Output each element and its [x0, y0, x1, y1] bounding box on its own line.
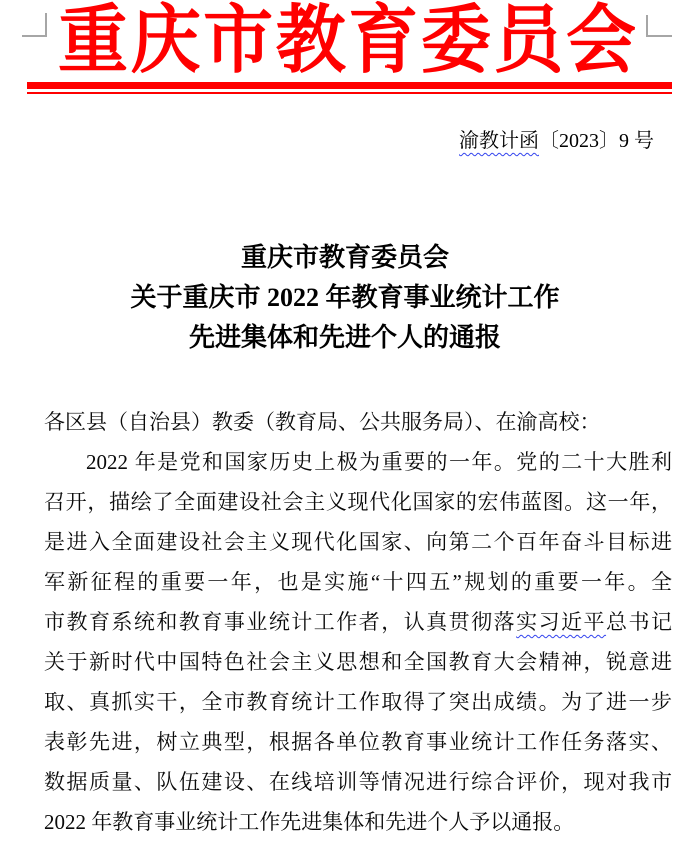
- body-line: 数据质量、队伍建设、在线培训等情况进行综合评价，现对我市: [44, 770, 672, 794]
- red-separator-line-thin: [27, 92, 672, 94]
- body-text: [44, 402, 672, 842]
- body-line: 召开，描绘了全面建设社会主义现代化国家的宏伟蓝图。这一年，: [44, 490, 672, 514]
- body-line-segment: 市教育系统和教育事业统计工作者，认真贯彻落: [44, 610, 517, 634]
- title-line-1: 重庆市教育委员会: [240, 243, 449, 272]
- body-line: 关于新时代中国特色社会主义思想和全国教育大会精神，锐意进: [44, 650, 672, 674]
- text-boundary-mark-top-left: [22, 13, 47, 37]
- body-line: 表彰先进，树立典型，根据各单位教育事业统计工作任务落实、: [44, 730, 672, 754]
- body-line: 2022 年是党和国家历史上极为重要的一年。党的二十大胜利: [86, 450, 672, 474]
- agency-name-character: 委: [420, 0, 491, 83]
- spellcheck-wavy-underline: 渝教计函: [459, 130, 539, 152]
- text-boundary-mark-top-right: [646, 15, 672, 37]
- body-line-segment: 总书记: [606, 610, 673, 634]
- agency-name-character: 庆: [130, 0, 201, 83]
- agency-name-character: 育: [348, 0, 419, 83]
- title-line-2: 关于重庆市 2022 年教育事业统计工作: [130, 283, 560, 312]
- agency-name-character: 员: [493, 0, 564, 83]
- red-separator-line-thick: [27, 82, 672, 89]
- body-line: 是进入全面建设社会主义现代化国家、向第二个百年奋斗目标进: [44, 530, 672, 554]
- body-line: [44, 602, 672, 642]
- body-line: 取、真抓实干，全市教育统计工作取得了突出成绩。为了进一步: [44, 690, 672, 714]
- spellcheck-wavy-underline: 实习近平: [516, 610, 607, 634]
- agency-name-letterhead: [58, 2, 636, 82]
- body-line: 各区县（自治县）教委（教育局、公共服务局）、在渝高校：: [44, 410, 601, 434]
- body-line: 2022 年教育事业统计工作先进集体和先进个人予以通报。: [44, 810, 575, 834]
- agency-name-character: 教: [275, 0, 346, 83]
- document-title: [0, 238, 690, 358]
- document-number: [459, 128, 654, 154]
- agency-name-character: 会: [565, 0, 636, 83]
- agency-name-character: 市: [203, 0, 274, 83]
- title-line-3: 先进集体和先进个人的通报: [188, 323, 501, 352]
- agency-name-character: 重: [58, 0, 128, 83]
- body-line: 军新征程的重要一年，也是实施“十四五”规划的重要一年。全: [44, 570, 672, 594]
- document-number-rest: 〔2023〕9 号: [539, 130, 654, 152]
